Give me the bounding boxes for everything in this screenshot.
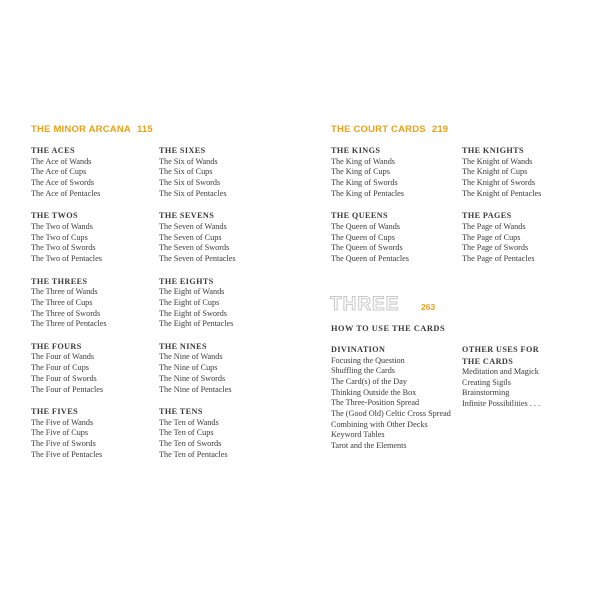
toc-entry[interactable]: The Ace of Cups <box>31 167 87 177</box>
toc-entry[interactable]: The King of Swords <box>331 177 398 187</box>
toc-entry[interactable]: Meditation and Magick <box>462 367 539 376</box>
toc-entry[interactable]: The Ten of Pentacles <box>159 449 228 459</box>
court-cards-col-2 <box>462 145 592 276</box>
toc-entry[interactable]: The Knight of Wands <box>462 156 533 166</box>
court-cards-title: THE COURT CARDS <box>331 124 426 135</box>
toc-entry[interactable]: The Knight of Pentacles <box>462 188 542 198</box>
toc-entry[interactable]: The Two of Swords <box>31 243 96 253</box>
toc-entry[interactable]: The Seven of Pentacles <box>159 253 236 263</box>
toc-entry[interactable]: The Nine of Cups <box>159 363 218 373</box>
toc-group <box>31 341 161 395</box>
toc-group <box>31 145 161 199</box>
toc-entry[interactable]: The Four of Pentacles <box>31 384 104 394</box>
minor-arcana-page: 115 <box>136 124 153 135</box>
toc-entry[interactable]: Keyword Tables <box>331 430 385 440</box>
toc-group <box>31 210 161 264</box>
toc-entry[interactable]: The Page of Wands <box>462 221 526 231</box>
toc-entry[interactable]: The Ten of Cups <box>159 428 214 438</box>
toc-entry[interactable]: The Three of Pentacles <box>31 319 107 329</box>
toc-group-title: THE SEVENS <box>159 211 215 221</box>
part-three-col-1 <box>331 344 461 463</box>
toc-group-title: THE KINGS <box>331 146 381 155</box>
toc-entry[interactable]: The Ten of Swords <box>159 439 222 449</box>
toc-group-title: DIVINATION <box>331 345 386 354</box>
toc-entry[interactable]: The Queen of Pentacles <box>331 253 409 263</box>
toc-group-title: THE THREES <box>31 276 88 286</box>
toc-entry[interactable]: The Six of Cups <box>159 167 213 177</box>
toc-group <box>331 344 461 452</box>
toc-entry[interactable]: The Four of Cups <box>31 363 89 373</box>
toc-entry[interactable]: The Two of Pentacles <box>31 253 102 263</box>
toc-entry[interactable]: The Eight of Pentacles <box>159 319 234 329</box>
toc-entry[interactable]: The Ace of Wands <box>31 156 92 166</box>
minor-arcana-heading <box>31 124 153 135</box>
toc-group-title: THE ACES <box>31 146 75 155</box>
toc-entry[interactable]: The Five of Cups <box>31 428 89 438</box>
toc-group <box>462 210 592 264</box>
toc-entry[interactable]: The Nine of Wands <box>159 352 223 362</box>
toc-entry[interactable]: The King of Pentacles <box>331 188 404 198</box>
toc-group <box>31 276 161 330</box>
minor-arcana-col-2 <box>159 145 289 472</box>
toc-entry[interactable]: The Page of Pentacles <box>462 253 535 263</box>
part-three-subtitle: HOW TO USE THE CARDS <box>331 324 446 333</box>
toc-entry[interactable]: The Seven of Wands <box>159 221 227 231</box>
toc-entry[interactable]: Shuffling the Cards <box>331 366 395 376</box>
toc-entry[interactable]: Brainstorming <box>462 388 510 398</box>
toc-group-title: THE TENS <box>159 407 203 417</box>
court-cards-heading <box>331 124 448 135</box>
toc-group-title: THE FIVES <box>31 407 79 417</box>
toc-entry[interactable]: The Six of Pentacles <box>159 188 227 198</box>
toc-entry[interactable]: The Two of Wands <box>31 221 93 231</box>
toc-group <box>331 145 461 199</box>
toc-group-title: OTHER USES FOR THE CARDS <box>462 345 540 366</box>
toc-group-title: THE EIGHTS <box>159 276 214 286</box>
toc-group <box>462 145 592 199</box>
toc-entry[interactable]: The Card(s) of the Day <box>331 376 407 386</box>
toc-entry[interactable]: The King of Wands <box>331 156 395 166</box>
toc-entry[interactable]: The Eight of Swords <box>159 308 227 318</box>
toc-entry[interactable]: Thinking Outside the Box <box>331 387 417 397</box>
toc-entry[interactable]: The Queen of Swords <box>331 243 403 253</box>
toc-entry[interactable]: The Ten of Wands <box>159 417 219 427</box>
toc-group <box>331 210 461 264</box>
toc-entry[interactable]: The Five of Wands <box>31 417 94 427</box>
toc-entry[interactable]: The Seven of Cups <box>159 232 222 242</box>
part-three-page: 263 <box>421 302 436 312</box>
toc-entry[interactable]: The Ace of Pentacles <box>31 188 101 198</box>
toc-entry[interactable]: The Five of Swords <box>31 439 96 449</box>
toc-group-title: THE FOURS <box>31 341 82 351</box>
part-three-label: THREE <box>330 294 400 315</box>
toc-entry[interactable]: The Nine of Pentacles <box>159 384 232 394</box>
toc-entry[interactable]: The Two of Cups <box>31 232 88 242</box>
toc-entry[interactable]: The Three of Cups <box>31 297 93 307</box>
toc-entry[interactable]: The Nine of Swords <box>159 373 226 383</box>
toc-entry[interactable]: The Four of Wands <box>31 352 95 362</box>
toc-entry[interactable]: The Knight of Swords <box>462 177 535 187</box>
toc-entry[interactable]: The Three-Position Spread <box>331 398 420 408</box>
minor-arcana-col-1 <box>31 145 161 472</box>
toc-group <box>462 344 572 410</box>
toc-group-title: THE QUEENS <box>331 211 389 221</box>
toc-entry[interactable]: Tarot and the Elements <box>331 441 407 451</box>
toc-group <box>159 341 289 395</box>
minor-arcana-title: THE MINOR ARCANA <box>31 124 131 135</box>
toc-entry[interactable]: Infinite Possibilities . . . <box>462 399 541 409</box>
toc-entry[interactable]: The Eight of Wands <box>159 287 225 297</box>
toc-group-title: THE NINES <box>159 341 207 351</box>
toc-group <box>159 276 289 330</box>
toc-entry[interactable]: The Queen of Cups <box>331 232 395 242</box>
toc-entry[interactable]: The Eight of Cups <box>159 297 220 307</box>
toc-entry[interactable]: The (Good Old) Celtic Cross Spread <box>331 409 451 419</box>
toc-entry[interactable]: Focusing the Question <box>331 355 405 365</box>
toc-entry[interactable]: The Five of Pentacles <box>31 449 103 459</box>
toc-group <box>159 210 289 264</box>
toc-entry[interactable]: The Page of Cups <box>462 232 521 242</box>
toc-entry[interactable]: The Six of Wands <box>159 156 218 166</box>
toc-group <box>31 406 161 460</box>
toc-entry[interactable]: The Six of Swords <box>159 177 221 187</box>
toc-entry[interactable]: The King of Cups <box>331 167 390 177</box>
toc-entry[interactable]: Combining with Other Decks <box>331 419 428 429</box>
toc-entry[interactable]: The Knight of Cups <box>462 167 528 177</box>
toc-group <box>159 145 289 199</box>
toc-entry[interactable]: The Three of Wands <box>31 287 98 297</box>
court-cards-col-1 <box>331 145 461 276</box>
toc-group-title: THE PAGES <box>462 211 512 221</box>
toc-entry[interactable]: The Three of Swords <box>31 308 101 318</box>
toc-entry[interactable]: The Four of Swords <box>31 373 97 383</box>
toc-entry[interactable]: Creating Sigils <box>462 377 511 387</box>
toc-group-title: THE KNIGHTS <box>462 146 524 155</box>
toc-group-title: THE TWOS <box>31 211 78 221</box>
toc-group <box>159 406 289 460</box>
toc-entry[interactable]: The Queen of Wands <box>331 221 400 231</box>
part-three-col-2 <box>462 344 572 421</box>
toc-entry[interactable]: The Ace of Swords <box>31 177 94 187</box>
toc-entry[interactable]: The Page of Swords <box>462 243 529 253</box>
court-cards-page: 219 <box>431 124 449 135</box>
toc-group-title: THE SIXES <box>159 146 206 155</box>
toc-entry[interactable]: The Seven of Swords <box>159 243 230 253</box>
